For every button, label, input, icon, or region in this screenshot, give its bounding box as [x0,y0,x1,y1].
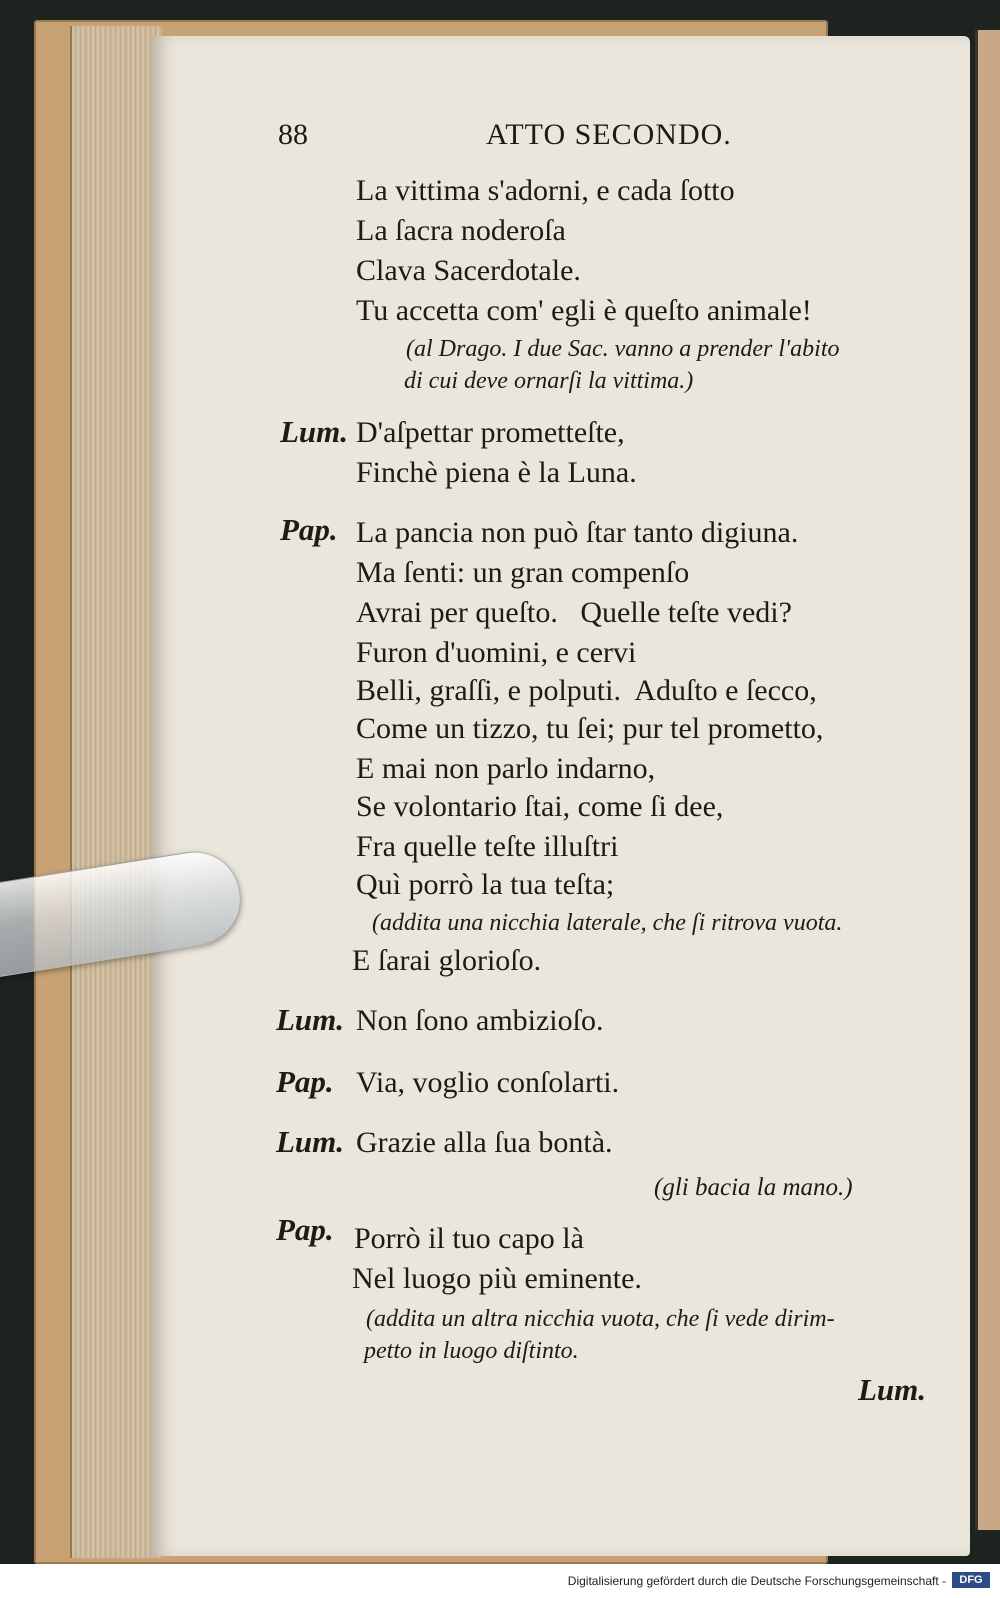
verse-line: Fra quelle teſte illuſtri [356,830,619,863]
verse-line: Ma ſenti: un gran compenſo [356,556,690,589]
verse-line: Non ſono ambizioſo. [356,1004,604,1037]
speaker-label: Pap. [276,1064,334,1099]
verse-line: La ſacra noderoſa [356,214,566,247]
verse-line: E mai non parlo indarno, [356,752,656,785]
page-number: 88 [278,118,308,151]
verse-line: Porrò il tuo capo là [354,1222,584,1255]
stage-direction: (gli bacia la mano.) [654,1174,853,1201]
verse-line: Quì porrò la tua teſta; [356,868,615,901]
verse-line: Avrai per queſto. Quelle teſte vedi? [356,596,792,629]
footer-credit: Digitalisierung gefördert durch die Deutsche Forschungsgemeinschaft - [567,1574,946,1588]
footer-bar [0,1564,1000,1598]
verse-line: Nel luogo più eminente. [352,1262,642,1295]
verse-line: Finchè piena è la Luna. [356,456,637,489]
stage-direction: petto in luogo diſtinto. [364,1338,579,1364]
stage-direction: (addita una nicchia laterale, che ſi ritrova vuota. [372,910,843,936]
verse-line: Grazie alla ſua bontà. [356,1126,613,1159]
verse-line: Se volontario ſtai, come ſi dee, [356,790,724,823]
stage-direction: (addita un altra nicchia vuota, che ſi vede dirim- [366,1306,835,1332]
speaker-label: Pap. [280,512,338,547]
verse-line: Clava Sacerdotale. [356,254,581,287]
verse-line: Tu accetta com' egli è queſto animale! [356,294,812,327]
verse-line: Via, voglio conſolarti. [356,1066,620,1099]
stage-direction: (al Drago. I due Sac. vanno a prender l'abito [406,336,840,362]
speaker-label: Lum. [280,414,349,449]
running-title: ATTO SECONDO. [486,118,732,151]
dfg-logo: DFG [952,1572,990,1588]
catchword: Lum. [858,1372,927,1407]
page-edges [70,26,162,1558]
speaker-label: Pap. [276,1212,334,1247]
verse-line: La pancia non può ſtar tanto digiuna. [356,516,799,549]
adjacent-page-edge [975,30,1000,1530]
verse-line: E ſarai glorioſo. [352,944,542,977]
verse-line: Belli, graſſi, e polputi. Aduſto e ſecco, [356,674,817,707]
verse-line: D'aſpettar prometteſte, [356,416,625,449]
verse-line: Furon d'uomini, e cervi [356,636,637,669]
stage-direction: di cui deve ornarſi la vittima.) [404,368,694,394]
speaker-label: Lum. [276,1124,345,1159]
verse-line: Come un tizzo, tu ſei; pur tel prometto, [356,712,824,745]
verse-line: La vittima s'adorni, e cada ſotto [356,174,735,207]
speaker-label: Lum. [276,1002,345,1037]
